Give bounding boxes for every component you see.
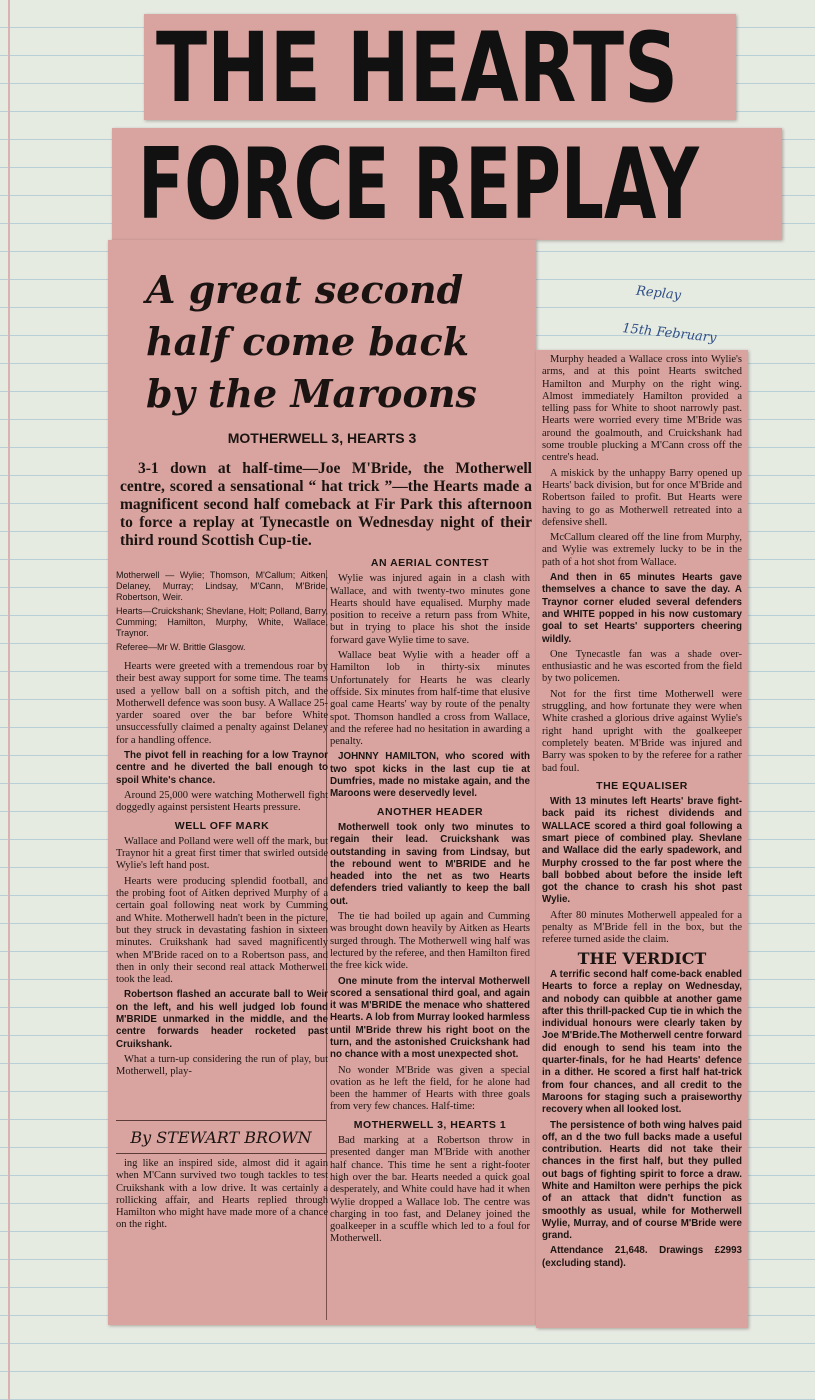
- attendance: Attendance 21,648. Drawings £2993 (excluding stand).: [542, 1245, 742, 1269]
- paragraph: Bad marking at a Robertson throw in presented danger man M'Bride with another half chance. This time he sent a right-footer high over the bar. Hearts needed a quick goal desperately, and White could have had it when Wylie dropped a Wallace lob. The centre was charging in too fast, and Delaney joined the goalkeeper in a scuffle which led to a foul for Motherwell.: [330, 1135, 530, 1245]
- section-heading-halftime-score: MOTHERWELL 3, HEARTS 1: [353, 1118, 507, 1131]
- paragraph: One Tynecastle fan was a shade over-enthusiastic and he was escorted from the field by two policemen.: [542, 648, 742, 685]
- paragraph: Wylie was injured again in a clash with Wallace, and with twenty-two minutes gone Hearts should have equalised. Murphy made position to receive a return pass from White, but in trying to place his shot the inside forward gave Wylie time to save.: [330, 573, 530, 646]
- section-heading-well-off-mark: WELL OFF MARK: [174, 819, 270, 832]
- paragraph: Murphy headed a Wallace cross into Wylie's arms, and at this point Hearts switched Hamilton and Murphy on the right wing. Almost immediately Hamilton provided a telling pass for White to shoot narrowly past. Hearts were worried every time M'Bride was around the goalmouth, and Cruickshank had some trouble plucking a M'Cann cross off the centre's head.: [542, 354, 742, 464]
- paragraph: Wallace and Polland were well off the mark, but Traynor hit a great first timer that swirled outside Wylie's left hand post.: [116, 835, 328, 872]
- paragraph: A terrific second half come-back enabled Hearts to force a replay on Wednesday, and nobody can quibble at another game after this thrill-packed Cup tie in which the individual honours were clearly taken by Joe M'Bride.The Motherwell centre forward did enough to send his team into the quarter-finals, for he had Hearts' defence in a dither. He scored a first half hat-trick from four chances, and all credit to the Maroons for staging such a praiseworthy recovery when all looked lost.: [542, 968, 742, 1116]
- subhead-line-3: by the Maroons: [146, 371, 477, 416]
- paragraph: And then in 65 minutes Hearts gave themselves a chance to save the day. A Traynor corner eluded several defenders and WHITE popped in his now customary goal to set Hearts' supporters cheering wildly.: [542, 572, 742, 645]
- handwritten-note-date: 15th February: [621, 321, 718, 346]
- article-clipping-main: [108, 240, 536, 1325]
- handwritten-note-replay: Replay: [635, 283, 682, 304]
- paragraph: After 80 minutes Motherwell appealed for a penalty as M'Bride fell in the box, but the referee turned aside the claim.: [542, 909, 742, 946]
- paragraph: Motherwell took only two minutes to regain their lead. Cruickshank was outstanding in saving from Lindsay, but the rebound went to M'BRIDE and he headed into the net as two Hearts defenders tried valiantly to keep the ball out.: [330, 821, 530, 907]
- subhead-line-2: half come back: [146, 319, 470, 364]
- team-hearts: Hearts—Cruickshank; Shevlane, Holt; Polland, Barry, Cumming; Hamilton, Murphy, White, Wallace, Traynor.: [116, 606, 328, 638]
- section-heading-aerial-contest: AN AERIAL CONTEST: [370, 557, 490, 569]
- headline-clipping-2: [112, 128, 782, 240]
- final-score: MOTHERWELL 3, HEARTS 3: [227, 430, 417, 446]
- paragraph: Not for the first time Motherwell were struggling, and how fortunate they were when White crashed a glorious drive against Wylie's right hand upright with the goalkeeper completely beaten. M'Bride was injured and Barry was spoken to by the referee for a rather bad foul.: [542, 688, 742, 774]
- paragraph: With 13 minutes left Hearts' brave fight-back paid its richest dividends and WALLACE scored a third goal following a smart piece of combined play. Shevlane and Wallace did the early spadework, and Murphy crossed to the far post where the ball bobbed about before the inside left got the chance to crash his shot past Wylie.: [542, 796, 742, 906]
- column-c: [542, 354, 742, 1273]
- paragraph: No wonder M'Bride was given a special ovation as he left the field, for he alone had been the hammer of Hearts with three goals from very few chances. Half-time:: [330, 1064, 530, 1113]
- column-b: [330, 552, 530, 1249]
- paragraph: Wallace beat Wylie with a header off a Hamilton lob in thirty-six minutes Unfortunately for Hearts he was clearly offside. Six minutes from half-time that elusive goal came Hearts' way by route of the penalty spot. Thomson handled a cross from Wallace, and the referee had no hesitation in awarding a penalty.: [330, 650, 530, 748]
- headline-line-1: THE HEARTS: [156, 14, 679, 120]
- headline-clipping-1: [144, 14, 736, 120]
- subhead-line-1: A great second: [146, 267, 464, 312]
- article-intro: 3-1 down at half-time—Joe M'Bride, the Motherwell centre, scored a sensational “ hat trick ”—the Hearts made a magnificent second half comeback at Fir Park this afternoon to force a replay at Tynecastle on Wednesday night of their third round Scottish Cup-tie.: [120, 460, 532, 549]
- paragraph: JOHNNY HAMILTON, who scored with two spot kicks in the last cup tie at Dumfries, made no mistake again, and the Maroons were deservedly level.: [330, 751, 530, 800]
- section-heading-verdict: THE VERDICT: [577, 948, 707, 968]
- paragraph: A miskick by the unhappy Barry opened up Hearts' back division, but for once M'Bride and Robertson failed to profit. But Hearts were having to go as Motherwell retreated into a defensive shell.: [542, 467, 742, 528]
- paragraph: ing like an inspired side, almost did it again when M'Cann survived two tough tackles to test Cruikshank with a low drive. It was certainly a rollicking affair, and Hearts replied through Hamilton who might have made more of a chance on the right.: [116, 1158, 328, 1231]
- paragraph: Around 25,000 were watching Motherwell fight doggedly against persistent Hearts pressure.: [116, 789, 328, 814]
- paragraph: McCallum cleared off the line from Murphy, and Wylie was extremely lucky to be in the path of a hot shot from Wallace.: [542, 532, 742, 568]
- column-a-continued: [116, 1158, 328, 1235]
- headline-line-2: FORCE REPLAY: [138, 128, 699, 240]
- paragraph: What a turn-up considering the run of play, but Motherwell, play-: [116, 1053, 328, 1078]
- column-a: [116, 570, 328, 1082]
- section-heading-another-header: ANOTHER HEADER: [376, 805, 484, 818]
- scrapbook-margin-line: [8, 0, 10, 1400]
- section-heading-equaliser: THE EQUALISER: [596, 779, 688, 792]
- paragraph: The persistence of both wing halves paid off, an d the two full backs made a useful contribution. Hearts did not take their chances in the first half, but they pulled out bags of fighting spirit to force a draw. White and Hamilton were perhips the pick of an attack that didn't function as smoothly as usual, while for Motherwell Wylie, Murray, and of course M'Bride were grand.: [542, 1119, 742, 1242]
- paragraph: The tie had boiled up again and Cumming was brought down heavily by Aitken as Hearts surged through. The Motherwell wing half was lectured by the referee, and then Hamilton fired the free kick wide.: [330, 911, 530, 972]
- paragraph: Hearts were greeted with a tremendous roar by their best away support for some time. The teams used a yellow ball on a softish pitch, and the Motherwell defence was soon busy. A Wallace 25-yarder soared over the bar before White unsuccessfully claimed a penalty against Delaney for a handling offence.: [116, 661, 328, 746]
- paragraph: The pivot fell in reaching for a low Traynor centre and he diverted the ball enough to spoil White's chance.: [116, 750, 328, 786]
- paragraph: Hearts were producing splendid football, and the probing foot of Aitken deprived Murphy of a certain goal following neat work by Cumming and White. Motherwell hadn't been in the picture, but they struck in devastating fashion in sixteen minutes. Cruikshank had saved magnificently when M'Bride raced on to a Robertson pass, and then in only their second real attack Motherwell took the lead.: [116, 875, 328, 986]
- paragraph: Robertson flashed an accurate ball to Weir on the left, and his well judged lob found M'BRIDE unmarked in the middle, and the centre forwards header rocketed past Cruikshank.: [116, 989, 328, 1050]
- paragraph: One minute from the interval Motherwell scored a sensational third goal, and again it was M'BRIDE the menace who shattered Hearts. A lob from Murray looked harmless until M'Bride threw his right boot on the turn, and the astonished Cruickshank had no chance with a most unexpected shot.: [330, 975, 530, 1061]
- article-clipping-right: [536, 350, 748, 1328]
- article-subheadline: [146, 264, 526, 420]
- referee: Referee—Mr W. Brittle Glasgow.: [116, 642, 246, 652]
- byline: By STEWART BROWN: [116, 1120, 326, 1154]
- team-motherwell: Motherwell — Wylie; Thomson, M'Callum; Aitken, Delaney, Murray; Lindsay, M'Cann, M'Bride, Robertson, Weir.: [116, 570, 328, 602]
